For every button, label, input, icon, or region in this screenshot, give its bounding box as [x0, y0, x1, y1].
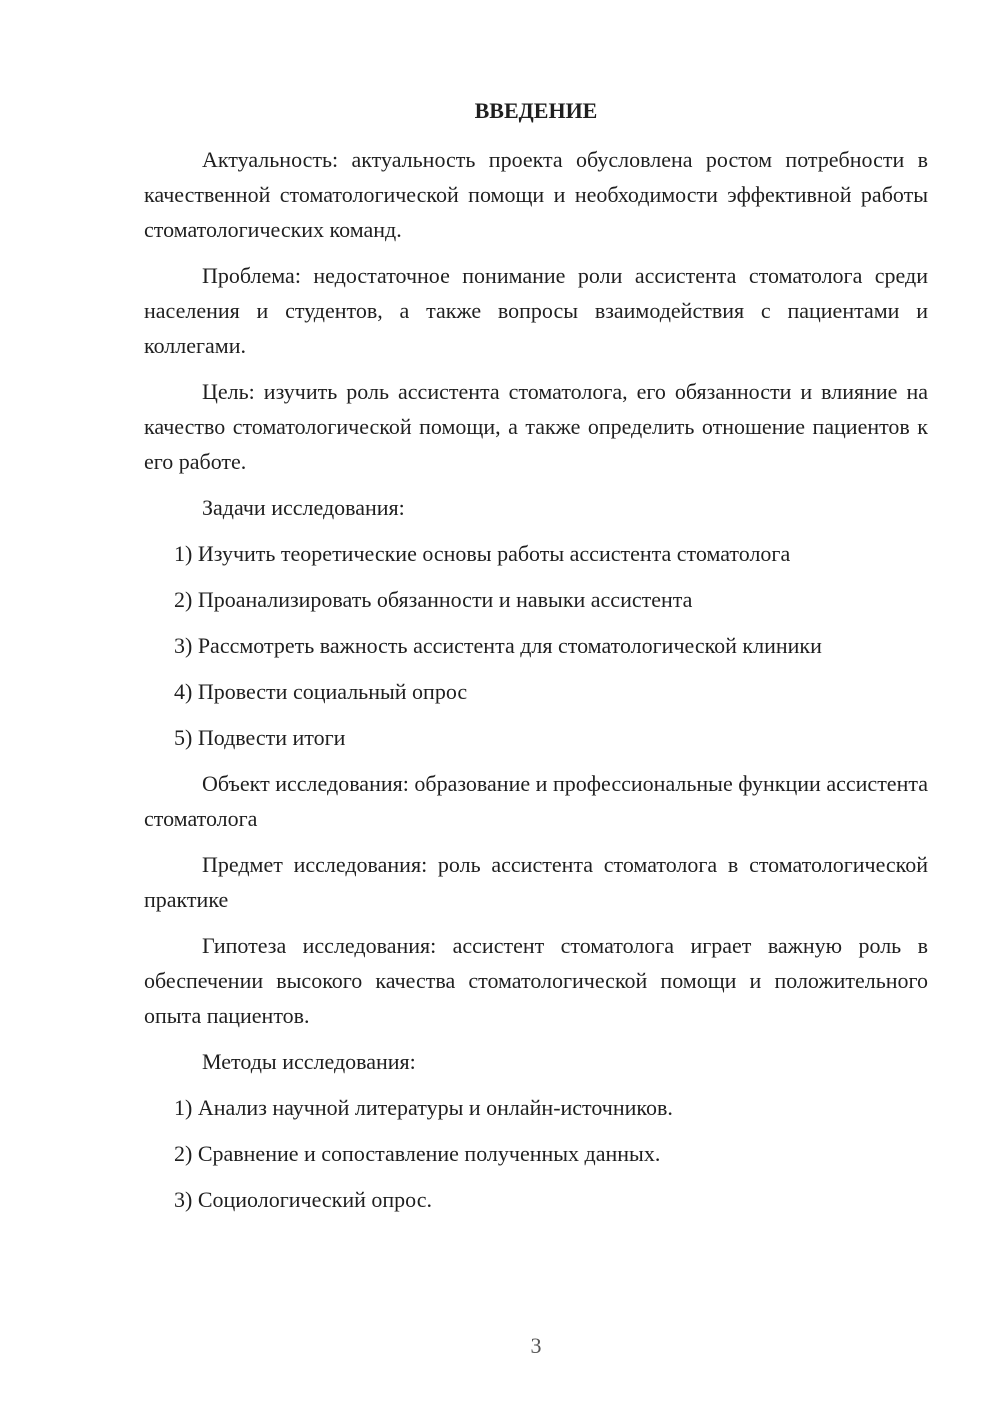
paragraph-hypothesis: Гипотеза исследования: ассистент стоматолога играет важную роль в обеспечении высокого качества стоматологической помощи и положительного опыта пациентов. [144, 933, 928, 1028]
list-item-method-1: 1) Анализ научной литературы и онлайн-источников. [174, 1095, 673, 1120]
list-item-task-4: 4) Провести социальный опрос [174, 679, 468, 704]
paragraph-subject: Предмет исследования: роль ассистента стоматолога в стоматологической практике [144, 852, 928, 912]
list-item-task-2: 2) Проанализировать обязанности и навыки ассистента [174, 587, 693, 612]
list-item-task-3: 3) Рассмотреть важность ассистента для стоматологической клиники [174, 633, 822, 658]
list-item-method-3: 3) Социологический опрос. [174, 1187, 432, 1212]
list-item-task-5: 5) Подвести итоги [174, 725, 346, 750]
page-title: ВВЕДЕНИЕ [474, 98, 598, 123]
document-body [144, 142, 928, 1228]
paragraph-methods-heading: Методы исследования: [202, 1049, 416, 1074]
paragraph-tasks-heading: Задачи исследования: [202, 495, 405, 520]
page-number: 3 [530, 1333, 542, 1358]
paragraph-relevance: Актуальность: актуальность проекта обусловлена ростом потребности в качественной стоматологической помощи и необходимости эффективной работы стоматологических команд. [144, 147, 928, 242]
paragraph-problem: Проблема: недостаточное понимание роли ассистента стоматолога среди населения и студентов, а также вопросы взаимодействия с пациентами и коллегами. [144, 263, 928, 358]
list-item-task-1: 1) Изучить теоретические основы работы ассистента стоматолога [174, 541, 791, 566]
paragraph-goal: Цель: изучить роль ассистента стоматолога, его обязанности и влияние на качество стоматологической помощи, а также определить отношение пациентов к его работе. [144, 379, 928, 474]
paragraph-object: Объект исследования: образование и профессиональные функции ассистента стоматолога [144, 771, 928, 831]
list-item-method-2: 2) Сравнение и сопоставление полученных данных. [174, 1141, 661, 1166]
